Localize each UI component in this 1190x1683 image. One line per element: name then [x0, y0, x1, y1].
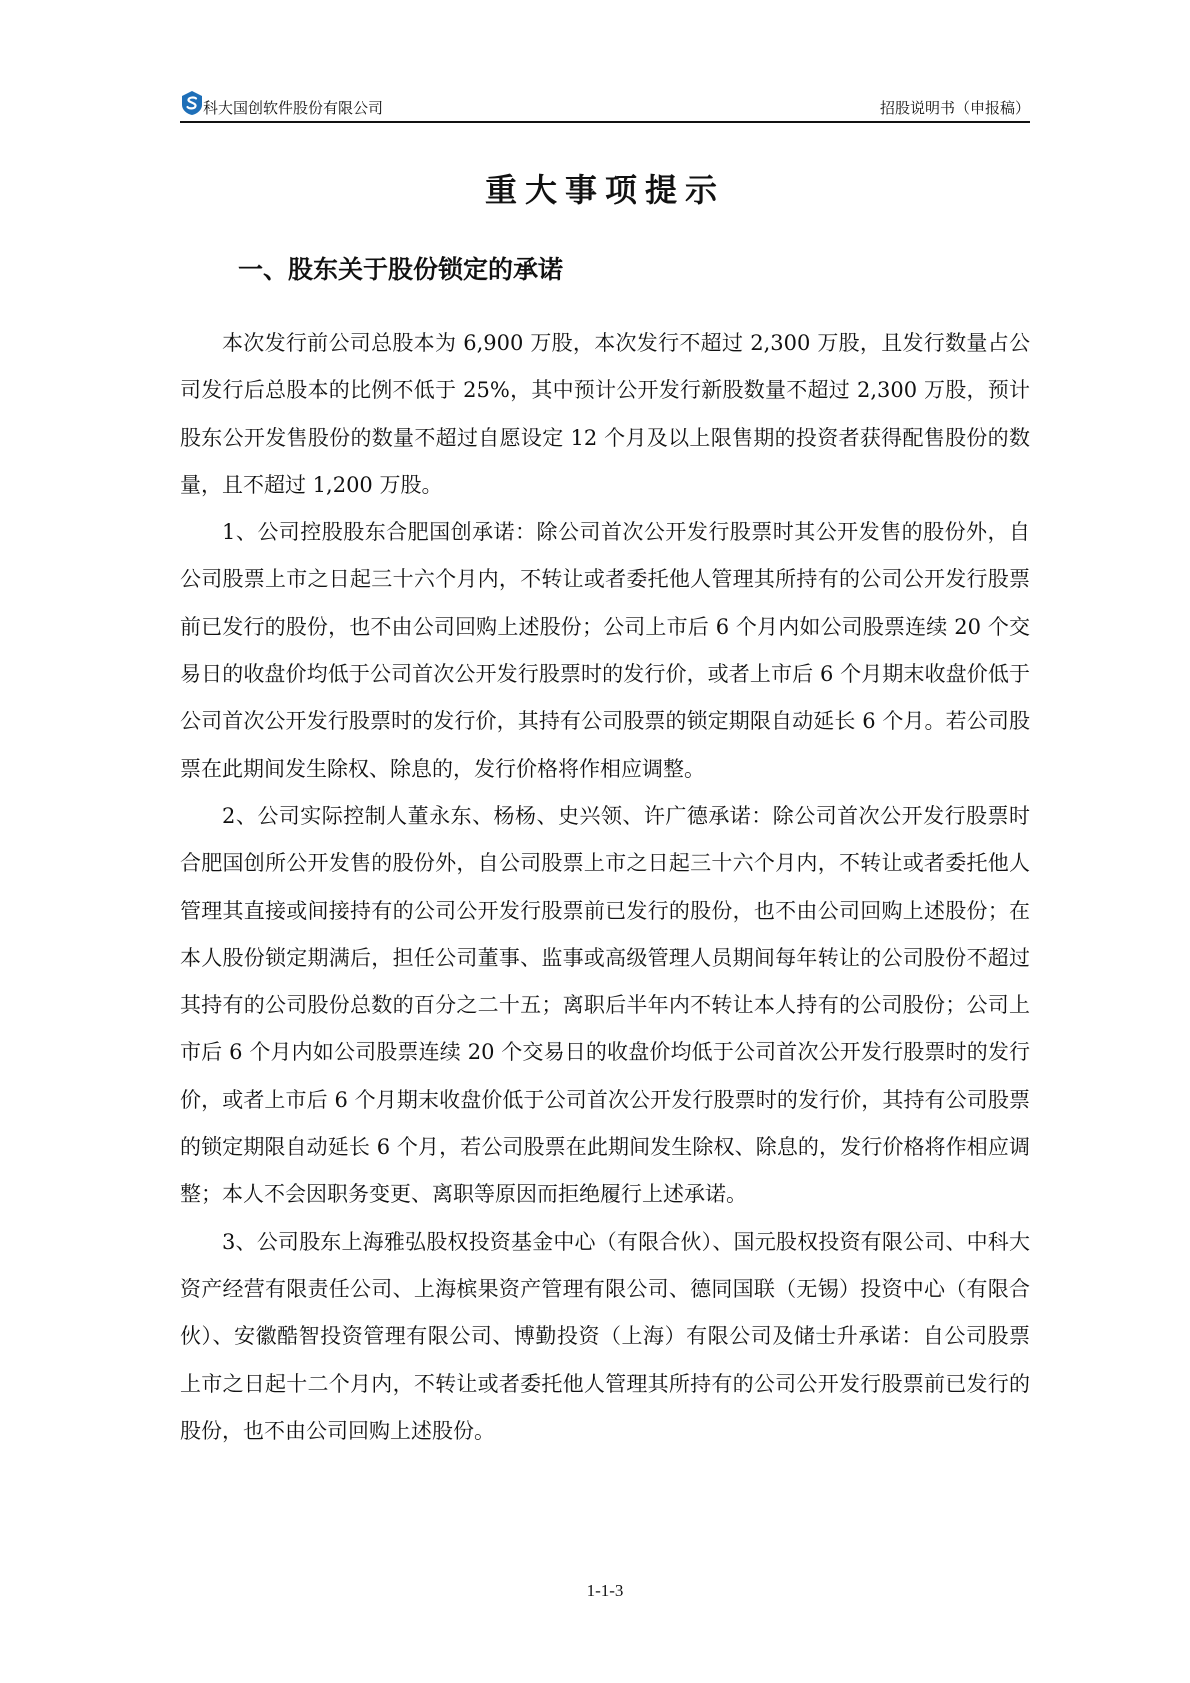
company-logo-icon — [180, 90, 204, 116]
section-heading: 一、股东关于股份锁定的承诺 — [238, 255, 564, 284]
paragraph-controlling-shareholder: 1、公司控股股东合肥国创承诺：除公司首次公开发行股票时其公开发售的股份外，自公司股票上市之日起三十六个月内，不转让或者委托他人管理其所持有的公司公开发行股票前已发行的股份，也不由公司回购上述股份；公司上市后 6 个月内如公司股票连续 20 个交易日的收盘价均低于公司首次公开发行股票时的发行价，或者上市后 6 个月期末收盘价低于公司首次公开发行股票时的发行价，其持有公司股票的锁定期限自动延长 6 个月。若公司股票在此期间发生除权、除息的，发行价格将作相应调整。 — [180, 520, 1030, 781]
document-type: 招股说明书（申报稿） — [879, 99, 1030, 117]
paragraph-other-shareholders: 3、公司股东上海雅弘股权投资基金中心（有限合伙）、国元股权投资有限公司、中科大资产经营有限责任公司、上海槟果资产管理有限公司、德同国联（无锡）投资中心（有限合伙）、安徽酷智投资管理有限公司、博勤投资（上海）有限公司及储士升承诺：自公司股票上市之日起十二个月内，不转让或者委托他人管理其所持有的公司公开发行股票前已发行的股份，也不由公司回购上述股份。 — [180, 1229, 1030, 1443]
section-body — [180, 320, 1030, 1455]
header-divider — [180, 121, 1030, 123]
page-header — [180, 90, 1030, 122]
company-name: 科大国创软件股份有限公司 — [203, 99, 384, 117]
paragraph-actual-controllers: 2、公司实际控制人董永东、杨杨、史兴领、许广德承诺：除公司首次公开发行股票时合肥国创所公开发售的股份外，自公司股票上市之日起三十六个月内，不转让或者委托他人管理其直接或间接持有的公司公开发行股票前已发行的股份，也不由公司回购上述股份；在本人股份锁定期满后，担任公司董事、监事或高级管理人员期间每年转让的公司股份不超过其持有的公司股份总数的百分之二十五；离职后半年内不转让本人持有的公司股份；公司上市后 6 个月内如公司股票连续 20 个交易日的收盘价均低于公司首次公开发行股票时的发行价，或者上市后 6 个月期末收盘价低于公司首次公开发行股票时的发行价，其持有公司股票的锁定期限自动延长 6 个月，若公司股票在此期间发生除权、除息的，发行价格将作相应调整；本人不会因职务变更、离职等原因而拒绝履行上述承诺。 — [180, 803, 1030, 1207]
page-title: 重大事项提示 — [484, 171, 725, 209]
page-number: 1-1-3 — [586, 1581, 624, 1600]
paragraph-share-capital: 本次发行前公司总股本为 6,900 万股，本次发行不超过 2,300 万股，且发行数量占公司发行后总股本的比例不低于 25%，其中预计公开发行新股数量不超过 2,300 万股，预计股东公开发售股份的数量不超过自愿设定 12 个月及以上限售期的投资者获得配售股份的数量，且不超过 1,200 万股。 — [180, 331, 1030, 497]
